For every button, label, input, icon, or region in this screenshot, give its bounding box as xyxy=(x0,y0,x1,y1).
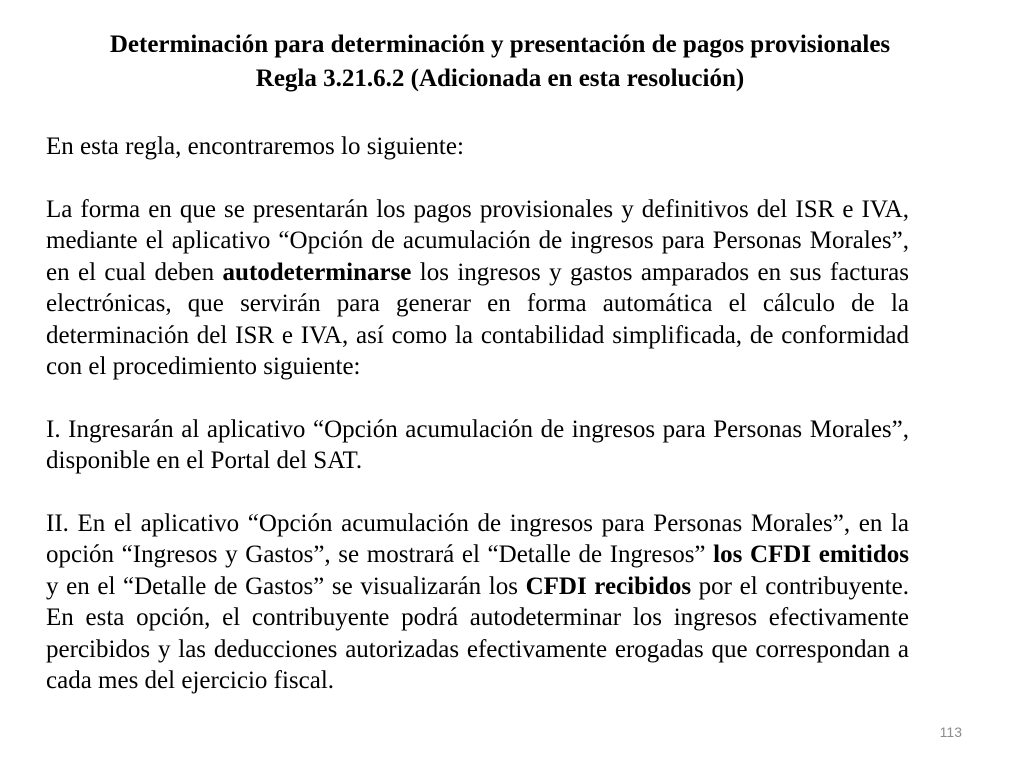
paragraph-text: La forma en que se presentarán los pagos provisionales y definitivos del ISR e IVA, mediante el aplicativo “Opción de acumulación de ingresos para Personas Morales”, en el cual deben xyxy=(46,195,909,286)
page-number: 113 xyxy=(939,724,962,740)
item-text: por el contribuyente. En esta opción, el contribuyente podrá autodeterminar los ingresos efectivamente percibidos y las deducciones autorizadas efectivamente erogadas que correspondan a cada mes del ejercicio fiscal. xyxy=(46,572,910,694)
intro-paragraph: En esta regla, encontraremos lo siguiente: xyxy=(46,133,464,160)
paragraph-text: los ingresos y gastos amparados en sus facturas electrónicas, que servirán para generar en forma automática el cálculo de la determinación del ISR e IVA, así como la contabilidad simplificada, de conformidad con el procedimiento siguiente: xyxy=(46,258,909,380)
page-title xyxy=(0,28,1000,96)
bold-term-cfdi-emitidos: los CFDI emitidos xyxy=(713,541,909,568)
body-content xyxy=(46,131,909,697)
list-item-2 xyxy=(46,508,909,697)
item-text: y en el “Detalle de Gastos” se visualizarán los xyxy=(46,572,526,600)
bold-term-autodeterminarse: autodeterminarse xyxy=(222,258,412,286)
bold-term-cfdi-recibidos: CFDI recibidos xyxy=(525,572,692,600)
list-item-1: I. Ingresarán al aplicativo “Opción acumulación de ingresos para Personas Morales”, disponible en el Portal del SAT. xyxy=(46,415,909,474)
title-line-1: Determinación para determinación y presentación de pagos provisionales xyxy=(109,31,891,58)
item-text: II. En el aplicativo “Opción acumulación de ingresos para Personas Morales”, en la opción “Ingresos y Gastos”, se mostrará el “Detalle de Ingresos” xyxy=(46,509,909,568)
title-line-2: Regla 3.21.6.2 (Adicionada en esta resolución) xyxy=(255,65,745,92)
paragraph-procedure xyxy=(46,194,909,383)
